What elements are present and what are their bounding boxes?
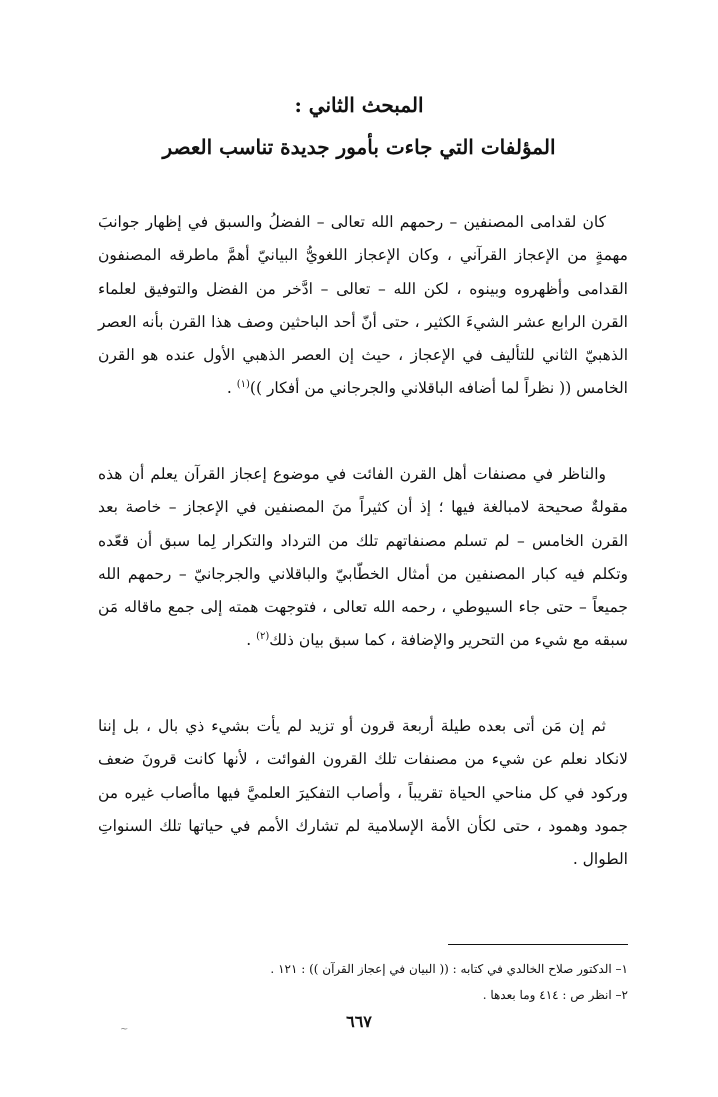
paragraph-text: كان لقدامى المصنفين – رحمهم الله تعالى – الفضلُ والسبق في إظهار جوانبَ مهمةٍ من الإعجاز القرآني ، وكان الإعجاز اللغويُّ البيانيّ أهمَّ ماطرقه المصنفون القدامى وأظهروه وبينوه ، لكن الله – تعالى – ادَّخر من الفضل والتوفيق لعلماء القرن الرابع عشر الشيءَ الكثير ، حتى أنّ أحد الباحثين وصف هذا القرن بأنه العصر الذهبيّ الثاني للتأليف في الإعجاز ، حيث إن العصر الذهبي الأول عنده هو القرن الخامس (( نظراً لما أضافه الباقلاني والجرجاني من أفكار )) (98, 213, 628, 398)
corner-mark: ~ (120, 1024, 129, 1035)
page-number: ٦٦٧ (346, 1012, 372, 1031)
paragraph-end: . (246, 631, 257, 650)
section-label: المبحث الثاني : (294, 93, 424, 117)
footnote-reference[interactable]: (٢) (256, 631, 270, 643)
footnote-1: ١– الدكتور صلاح الخالدي في كتابه : (( البيان في إعجاز القرآن )) : ١٢١ . (270, 962, 628, 976)
footnote-reference[interactable]: (١) (236, 379, 250, 391)
paragraph-3 (98, 710, 628, 876)
footnote-divider (448, 944, 628, 945)
paragraph-text: ثم إن مَن أتى بعده طيلة أربعة قرون أو تزيد لم يأت بشيء ذي بال ، بل إننا لانكاد نعلم عن شيء من مصنفات تلك القرون الفوائت ، لأنها كانت قرونَ ضعف وركود في كل مناحي الحياة تقريباً ، وأصاب التفكيرَ العلميَّ فيها ماأصاب غيره من جمود وهمود ، حتى لكأن الأمة الإسلامية لم تشارك الأمم في حياتها تلك السنواتِ الطوال . (98, 717, 628, 869)
footnotes (98, 956, 628, 1008)
paragraph-end: . (226, 379, 237, 398)
footnote-2: ٢– انظر ص : ٤١٤ وما بعدها . (482, 988, 628, 1002)
paragraph-1 (98, 206, 628, 406)
paragraph-2 (98, 458, 628, 658)
section-title: المؤلفات التي جاءت بأمور جديدة تناسب العصر (162, 135, 556, 159)
paragraph-text: والناظر في مصنفات أهل القرن الفائت في موضوع إعجاز القرآن يعلم أن هذه مقولةٌ صحيحة لامبالغة فيها ؛ إذ أن كثيراً منَ المصنفين في الإعجاز – خاصة بعد القرن الخامس – لم تسلم مصنفاتهم تلك من الترداد والتكرار لِما سبق أن قعّده وتكلم فيه كبار المصنفين من أمثال الخطّابيّ والباقلاني والجرجانيّ – رحمهم الله جميعاً – حتى جاء السيوطي ، رحمه الله تعالى ، فتوجهت همته إلى جمع ماقاله مَن سبقه مع شيء من التحرير والإضافة ، كما سبق بيان ذلك (98, 465, 628, 650)
